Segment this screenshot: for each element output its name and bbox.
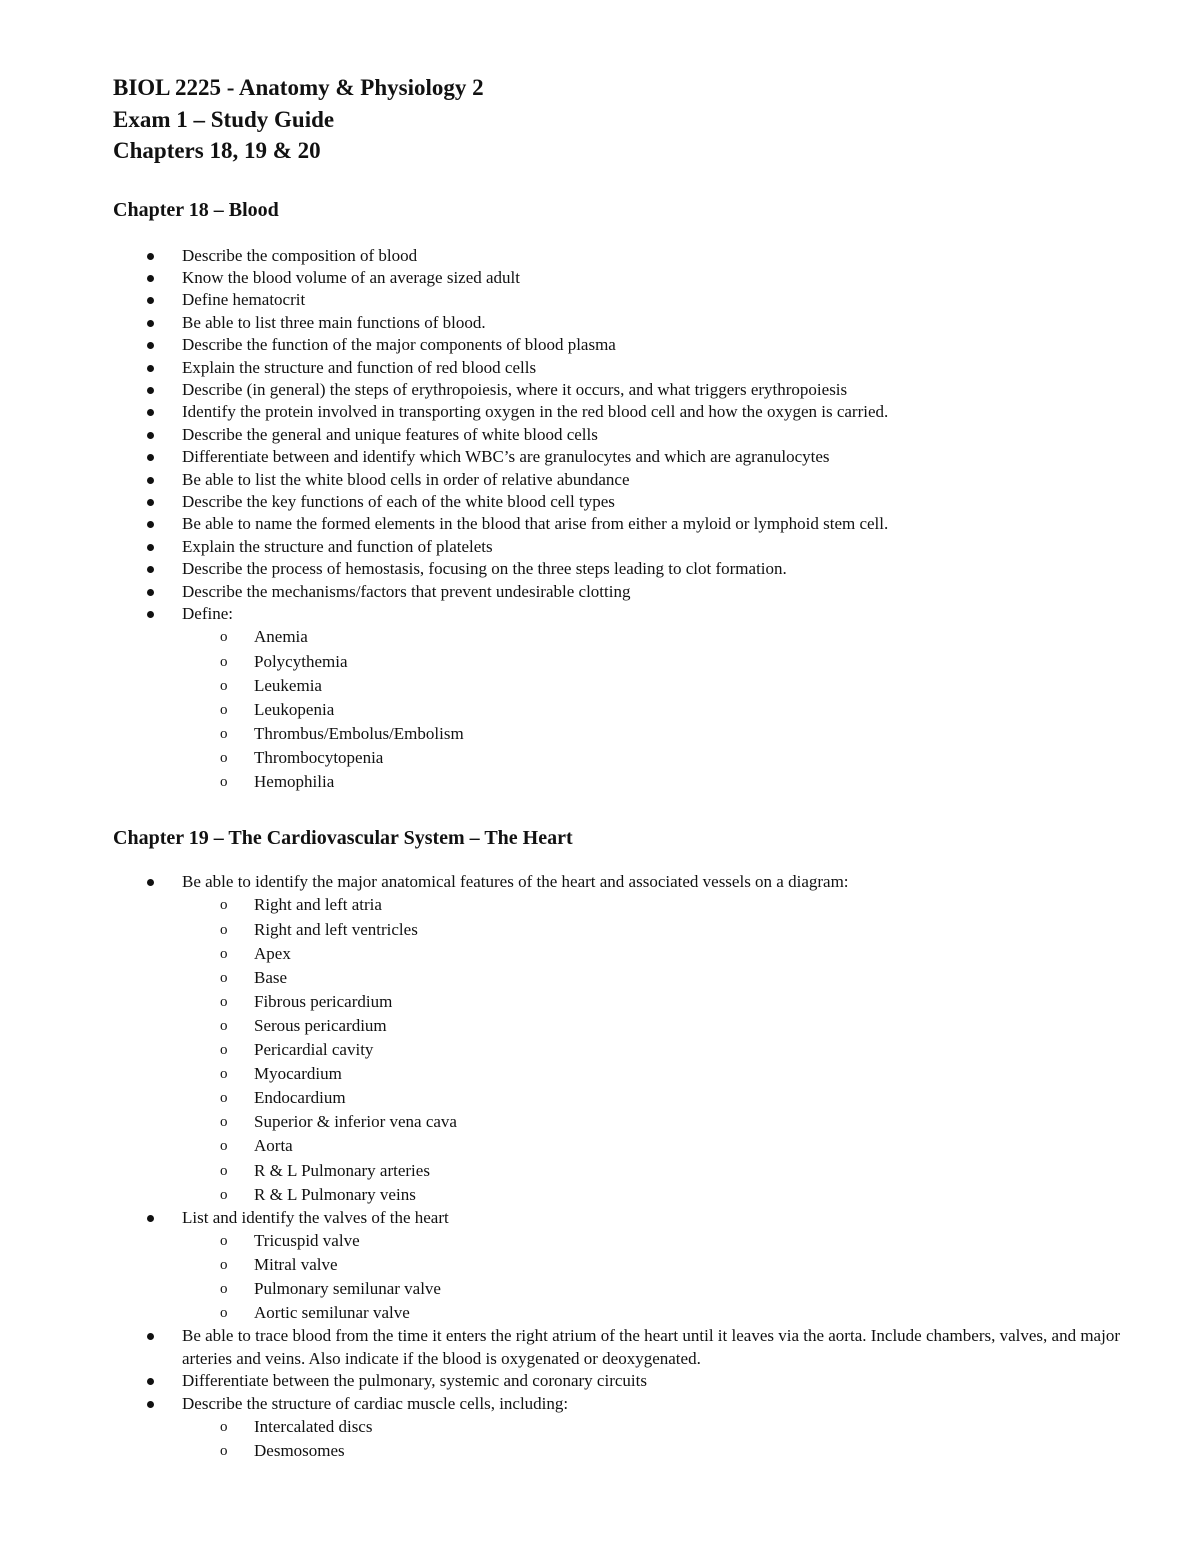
chapter-19-list [113,871,1143,1463]
document-title [113,72,1143,167]
circle-bullet-icon: o [220,921,228,938]
circle-bullet-icon: o [220,749,228,766]
valves-sublist [182,1229,1143,1325]
list-item: Be able to trace blood from the time it enters the right atrium of the heart until it leaves via the aorta. Include chambers, valves, and major arteries and veins. Also indicate if the blood is oxygenated or deoxygenated. [113,1325,1143,1370]
list-item: Describe the key functions of each of the white blood cell types [113,491,1143,513]
sub-list-item: o Serous pericardium [182,1014,1143,1038]
bullet-icon [147,879,154,886]
list-item: Differentiate between the pulmonary, systemic and coronary circuits [113,1370,1143,1392]
bullet-icon [147,432,154,439]
list-item: Describe the mechanisms/factors that prevent undesirable clotting [113,581,1143,603]
sub-list-item: o Endocardium [182,1086,1143,1110]
circle-bullet-icon: o [220,1114,228,1131]
circle-bullet-icon: o [220,1186,228,1203]
list-item: Describe (in general) the steps of erythropoiesis, where it occurs, and what triggers erythropoiesis [113,379,1143,401]
list-item: Describe the process of hemostasis, focusing on the three steps leading to clot formation. [113,558,1143,580]
chapters-title: Chapters 18, 19 & 20 [113,138,321,163]
circle-bullet-icon: o [220,677,228,694]
bullet-icon [147,521,154,528]
bullet-icon [147,1215,154,1222]
sub-list-item: o R & L Pulmonary veins [182,1183,1143,1207]
sub-list-item: o Thrombus/Embolus/Embolism [182,722,1143,746]
sub-list-item: o Myocardium [182,1062,1143,1086]
circle-bullet-icon: o [220,773,228,790]
list-item: Differentiate between and identify which WBC’s are granulocytes and which are agranulocytes [113,446,1143,468]
list-item: List and identify the valves of the heart o Tricuspid valve o Mitral valve o Pulmonary semilunar valve o Aortic semilunar valve [113,1207,1143,1326]
bullet-icon [147,342,154,349]
sub-list-item: o Intercalated discs [182,1415,1143,1439]
bullet-icon [147,544,154,551]
list-item: Be able to list three main functions of blood. [113,312,1143,334]
circle-bullet-icon: o [220,1066,228,1083]
bullet-icon [147,275,154,282]
list-item: Be able to identify the major anatomical features of the heart and associated vessels on a diagram: o Right and left atria o Right and left ventricles o Apex o Base o Fibrous pericardium o Serous pericardium o Pericardial cavity o Myocardium o Endocardium o Superior & inferior vena cava o Aorta o R & L Pulmonary arteries o R & L Pulmonary veins [113,871,1143,1207]
list-item: Define: o Anemia o Polycythemia o Leukemia o Leukopenia o Thrombus/Embolus/Embolism o Thrombocytopenia o Hemophilia [113,603,1143,794]
list-item: Identify the protein involved in transporting oxygen in the red blood cell and how the oxygen is carried. [113,401,1143,423]
sub-list-item: o Mitral valve [182,1253,1143,1277]
list-item: Be able to name the formed elements in the blood that arise from either a myloid or lymphoid stem cell. [113,513,1143,535]
cardiac-muscle-sublist [182,1415,1143,1463]
sub-list-item: o Thrombocytopenia [182,746,1143,770]
bullet-icon [147,365,154,372]
chapter-19-heading: Chapter 19 – The Cardiovascular System – The Heart [113,827,573,850]
sub-list-item: o Superior & inferior vena cava [182,1110,1143,1134]
sub-list-item: o Leukemia [182,674,1143,698]
circle-bullet-icon: o [220,1042,228,1059]
sub-list-item: o R & L Pulmonary arteries [182,1159,1143,1183]
bullet-icon [147,566,154,573]
sub-list-item: o Apex [182,942,1143,966]
list-item: Describe the general and unique features of white blood cells [113,424,1143,446]
bullet-icon [147,477,154,484]
course-title: BIOL 2225 - Anatomy & Physiology 2 [113,75,484,100]
sub-list-item: o Desmosomes [182,1439,1143,1463]
list-item: Define hematocrit [113,289,1143,311]
circle-bullet-icon: o [220,1305,228,1322]
list-item: Be able to list the white blood cells in order of relative abundance [113,469,1143,491]
circle-bullet-icon: o [220,725,228,742]
circle-bullet-icon: o [220,897,228,914]
bullet-icon [147,1401,154,1408]
bullet-icon [147,499,154,506]
bullet-icon [147,409,154,416]
sub-list-item: o Right and left atria [182,893,1143,917]
bullet-icon [147,589,154,596]
circle-bullet-icon: o [220,1443,228,1460]
bullet-icon [147,320,154,327]
circle-bullet-icon: o [220,1419,228,1436]
sub-list-item: o Pulmonary semilunar valve [182,1277,1143,1301]
circle-bullet-icon: o [220,1017,228,1034]
circle-bullet-icon: o [220,1162,228,1179]
sub-list-item: o Aorta [182,1134,1143,1158]
circle-bullet-icon: o [220,1257,228,1274]
anatomy-sublist [182,893,1143,1206]
bullet-icon [147,297,154,304]
circle-bullet-icon: o [220,1233,228,1250]
bullet-icon [147,253,154,260]
sub-list-item: o Base [182,966,1143,990]
circle-bullet-icon: o [220,629,228,646]
circle-bullet-icon: o [220,1281,228,1298]
bullet-icon [147,1378,154,1385]
sub-list-item: o Polycythemia [182,650,1143,674]
list-item: Know the blood volume of an average sized adult [113,267,1143,289]
bullet-icon [147,454,154,461]
circle-bullet-icon: o [220,653,228,670]
circle-bullet-icon: o [220,701,228,718]
bullet-icon [147,387,154,394]
sub-list-item: o Tricuspid valve [182,1229,1143,1253]
circle-bullet-icon: o [220,993,228,1010]
define-sublist [182,625,1143,794]
sub-list-item: o Hemophilia [182,770,1143,794]
list-item: Describe the function of the major components of blood plasma [113,334,1143,356]
chapter-18-heading: Chapter 18 – Blood [113,198,279,221]
exam-title: Exam 1 – Study Guide [113,106,335,132]
sub-list-item: o Aortic semilunar valve [182,1301,1143,1325]
list-item: Describe the composition of blood [113,245,1143,267]
sub-list-item: o Leukopenia [182,698,1143,722]
sub-list-item: o Anemia [182,625,1143,649]
sub-list-item: o Pericardial cavity [182,1038,1143,1062]
circle-bullet-icon: o [220,1090,228,1107]
list-item: Describe the structure of cardiac muscle cells, including: o Intercalated discs o Desmosomes [113,1393,1143,1464]
bullet-icon [147,1333,154,1340]
sub-list-item: o Fibrous pericardium [182,990,1143,1014]
circle-bullet-icon: o [220,969,228,986]
circle-bullet-icon: o [220,945,228,962]
chapter-18-list [113,245,1143,795]
list-item: Explain the structure and function of platelets [113,536,1143,558]
circle-bullet-icon: o [220,1138,228,1155]
study-guide-page [113,72,1143,1463]
bullet-icon [147,611,154,618]
sub-list-item: o Right and left ventricles [182,918,1143,942]
list-item: Explain the structure and function of red blood cells [113,357,1143,379]
